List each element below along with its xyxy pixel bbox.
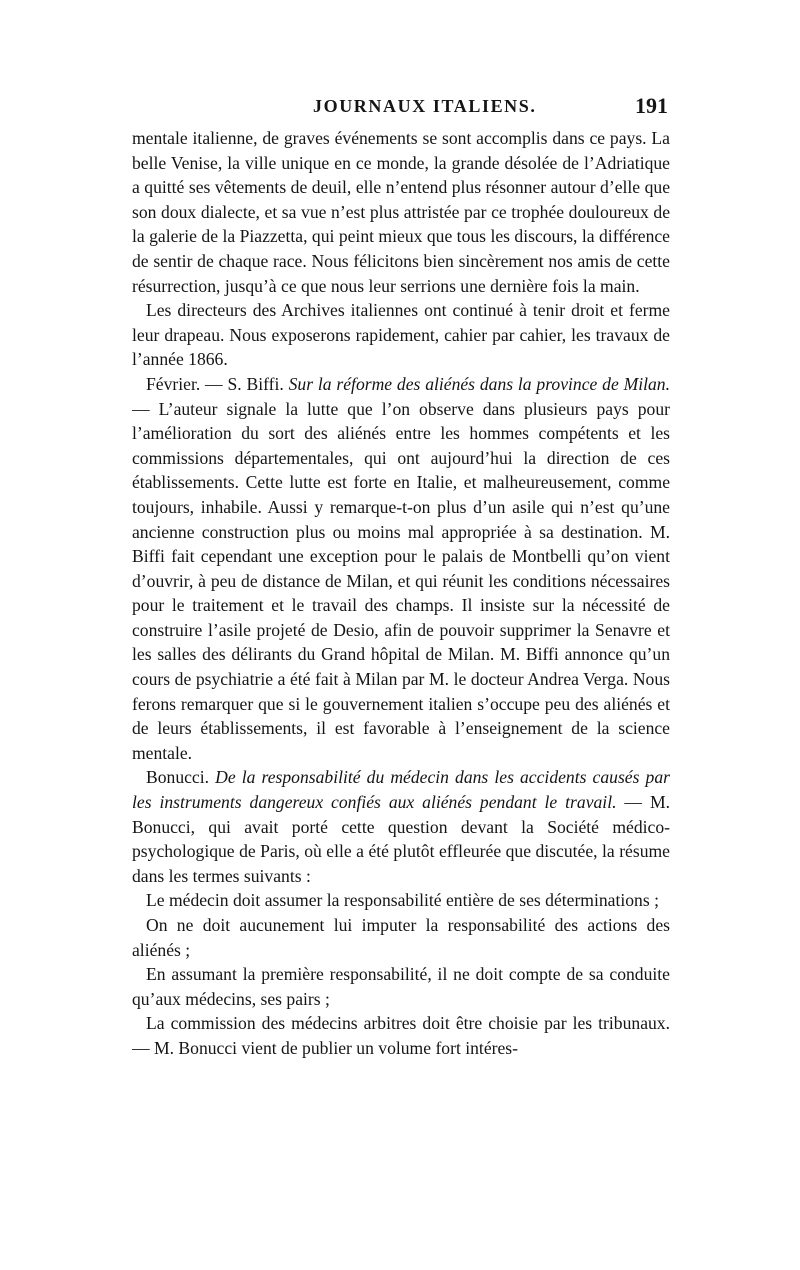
running-title: JOURNAUX ITALIENS.: [313, 96, 537, 116]
text-run: La commission des médecins arbitres doit être choisie par les tribunaux. — M. Bonucci vient de publier un volume fort intéres-: [132, 1013, 670, 1058]
text-run: — L’auteur signale la lutte que l’on observe dans plusieurs pays pour l’amélioration du sort des aliénés entre les hommes compétents et les commissions départementales, qui ont aujourd’hui la direction de ces établissements. Cette lutte est forte en Italie, et malheureusement, comme toujours, inhabile. Aussi y remarque-t-on plus d’un asile qui n’est qu’une ancienne construction plus ou moins mal appropriée à sa destination. M. Biffi fait cependant une exception pour le palais de Montbelli qu’on vient d’ouvrir, à peu de distance de Milan, et qui réunit les conditions nécessaires pour le traitement et le travail des champs. Il insiste sur la nécessité de construire l’asile projeté de Desio, afin de pouvoir supprimer la Senavre et les salles des délirants du Grand hôpital de Milan. M. Biffi annonce qu’un cours de psychiatrie a été fait à Milan par M. le docteur Andrea Verga. Nous ferons remarquer que si le gouvernement italien s’occupe peu des aliénés et de leurs établissements, il est favorable à l’enseignement de la science mentale.: [132, 398, 670, 763]
paragraph-proposition-4: [132, 1011, 670, 1060]
paragraph-proposition-2: [132, 913, 670, 962]
article-title: De la responsabilité du médecin dans les accidents causés par les instruments dangereux confiés aux aliénés pendant le travail.: [132, 767, 670, 813]
page-number: 191: [635, 93, 668, 118]
text-run: Février. — S. Biffi.: [146, 373, 289, 394]
text-run: mentale italienne, de graves événements se sont accomplis dans ce pays. La belle Venise, la ville unique en ce monde, la grande désolée de l’Adriatique a quitté ses vêtements de deuil, elle n’entend plus résonner autour d’elle que son doux dialecte, et sa vue n’est plus attristée par ce trophée douloureux de la galerie de la Piazzetta, qui peint mieux que tous les discours, la différence de sentir de chaque race. Nous félicitons bien sincèrement nos amis de cette résurrection, jusqu’à ce que nous leur serrions une dernière fois la main.: [132, 128, 670, 296]
paragraph-biffi: [132, 372, 670, 766]
paragraph-archives-intro: [132, 298, 670, 372]
paragraph-proposition-1: [132, 888, 670, 913]
text-run: Le médecin doit assumer la responsabilité entière de ses déterminations ;: [146, 890, 659, 911]
paragraph-continuation: [132, 126, 670, 298]
text-run: En assumant la première responsabilité, il ne doit compte de sa conduite qu’aux médecins, ses pairs ;: [132, 964, 670, 1009]
text-run: On ne doit aucunement lui imputer la responsabilité des actions des aliénés ;: [132, 915, 670, 960]
paragraph-bonucci: [132, 765, 670, 888]
text-run: Bonucci.: [146, 767, 216, 788]
body-text: [132, 126, 670, 1061]
text-run: — M. Bonucci, qui avait porté cette question devant la Société médico-psychologique de Paris, où elle a été plutôt effleurée que discutée, la résume dans les termes suivants :: [132, 792, 670, 886]
running-head: [130, 93, 670, 126]
paragraph-proposition-3: [132, 962, 670, 1011]
text-run: Les directeurs des Archives italiennes ont continué à tenir droit et ferme leur drapeau. Nous exposerons rapidement, cahier par cahier, les travaux de l’année 1866.: [132, 300, 670, 370]
article-title: Sur la réforme des aliénés dans la province de Milan.: [288, 373, 670, 394]
